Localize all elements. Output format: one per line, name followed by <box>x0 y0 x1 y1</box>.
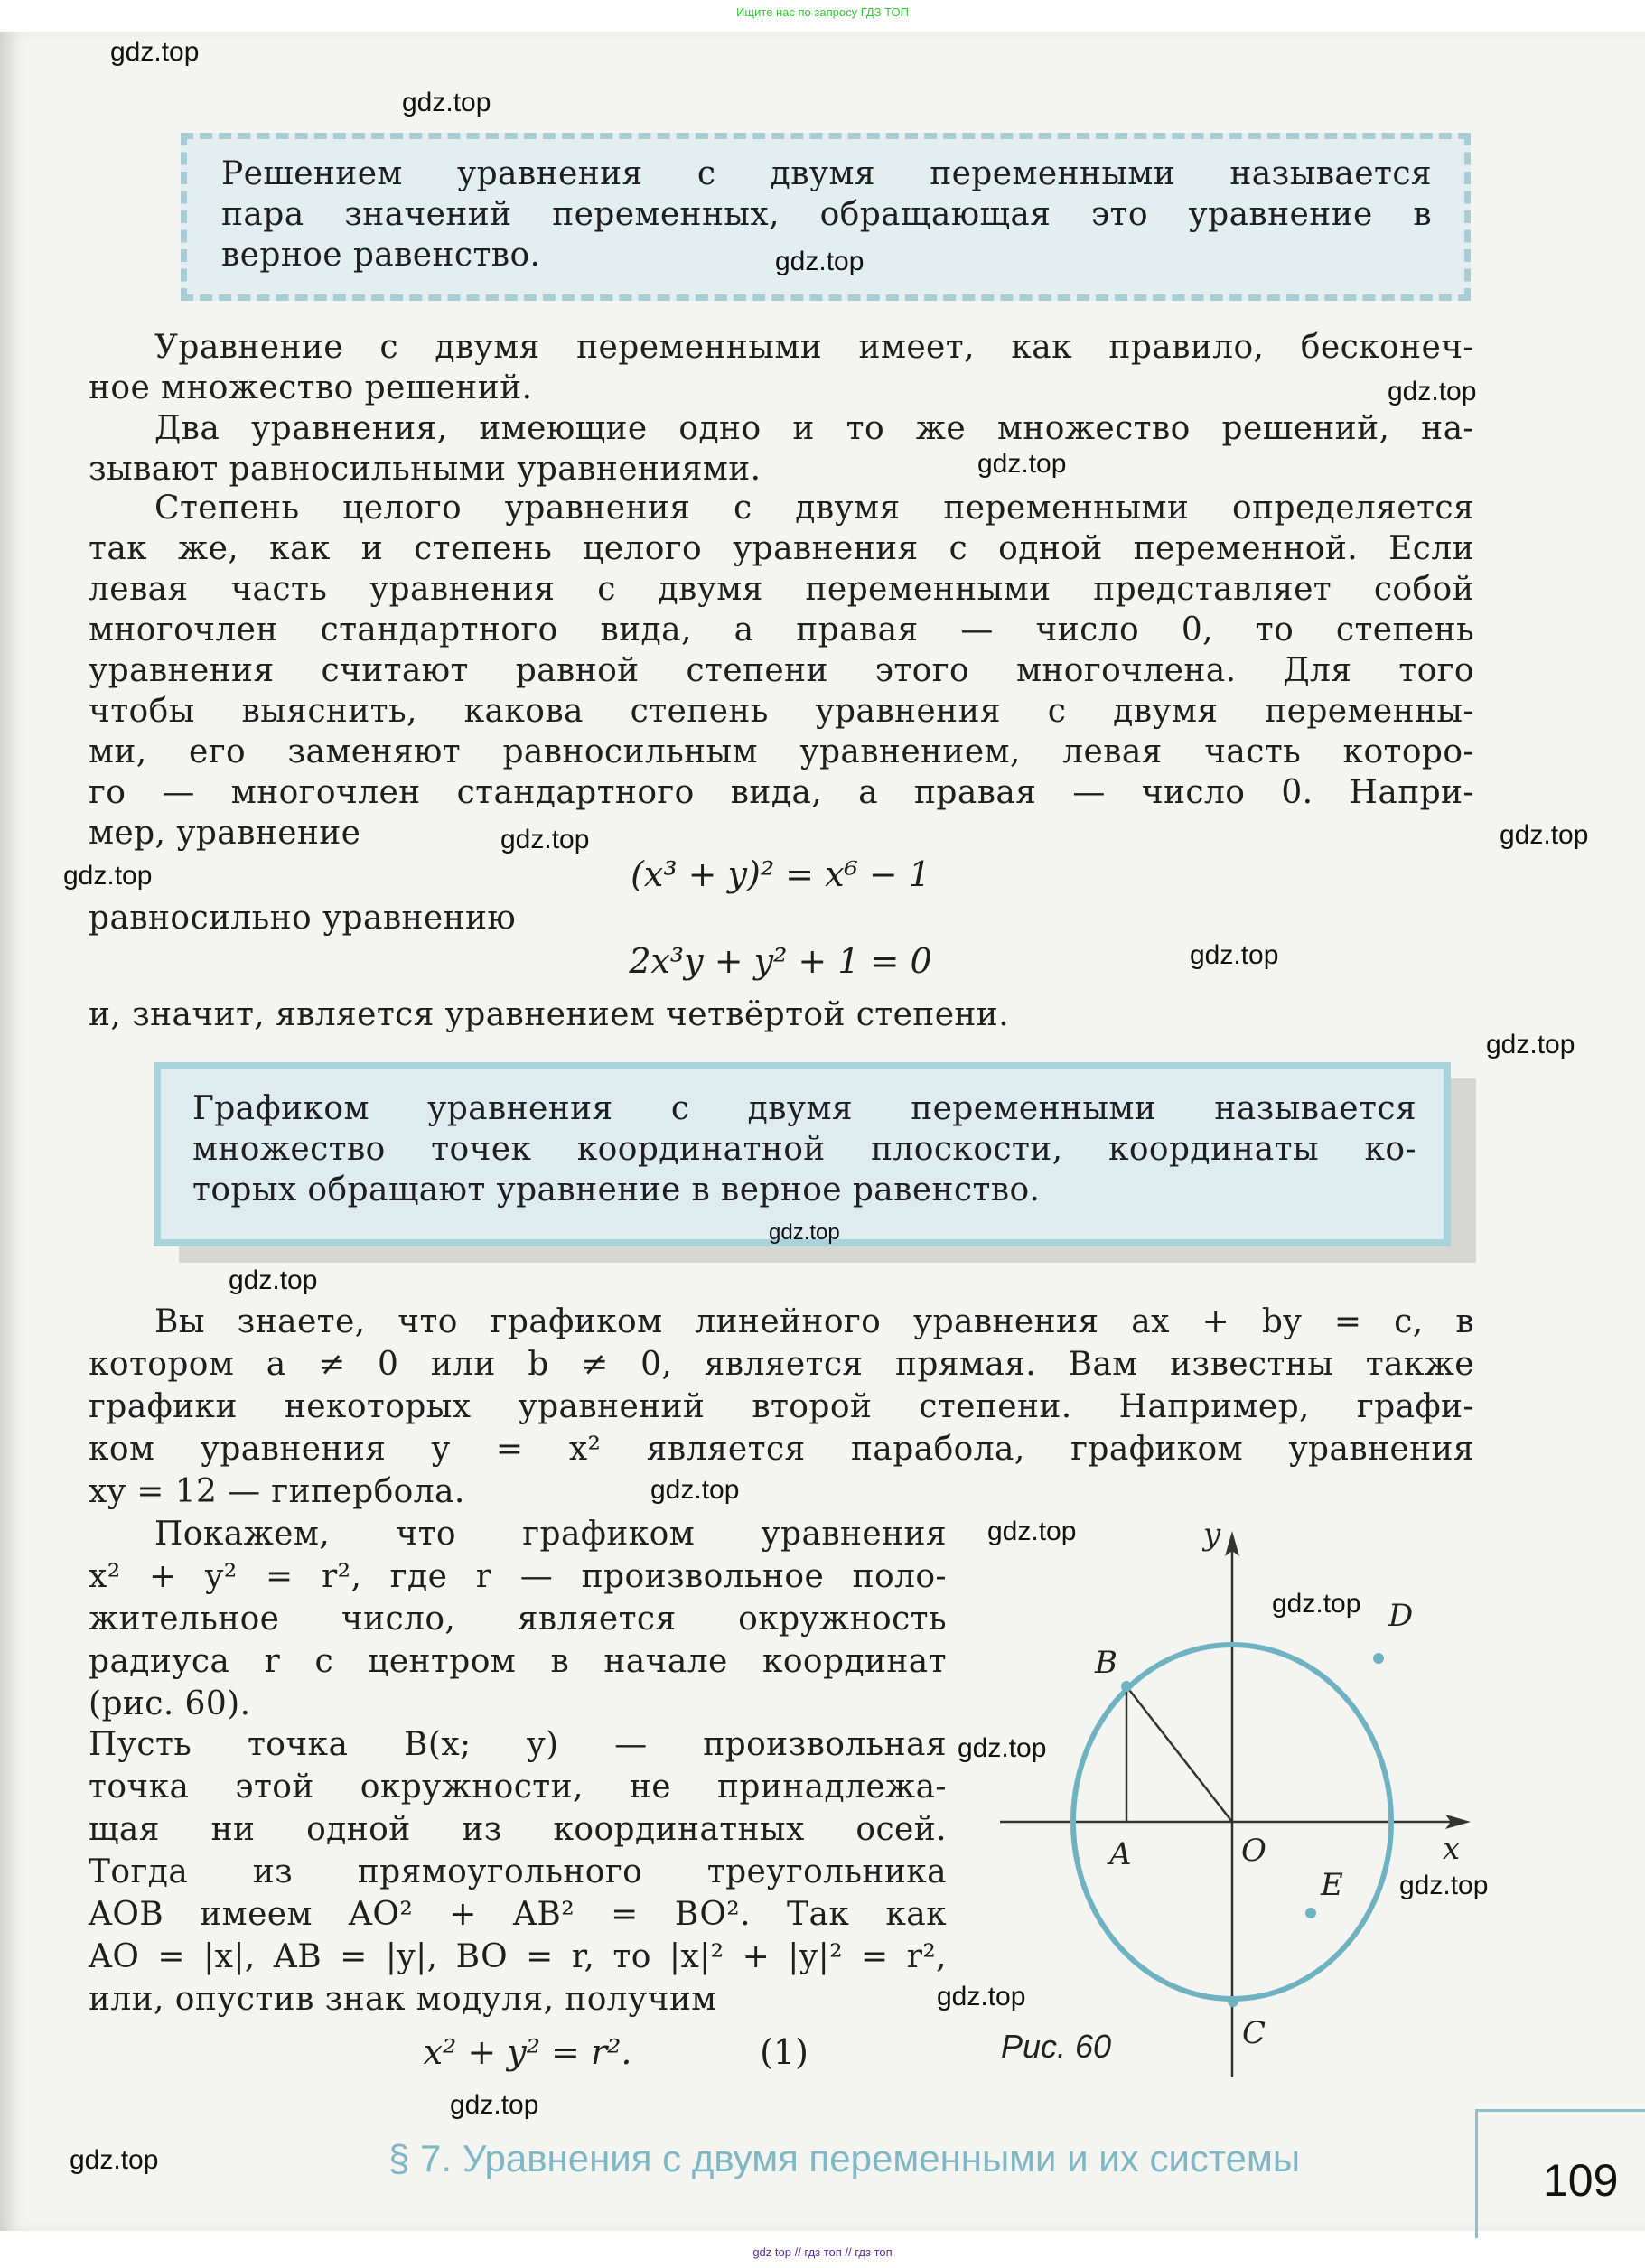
watermark: gdz.top <box>987 1517 1077 1546</box>
text-line: или, опустив знак модуля, получим <box>89 1981 717 2018</box>
text-line: пара значений переменных, обращающая это уравнение в <box>221 196 1432 233</box>
point-d <box>1373 1653 1384 1664</box>
text-line: графики некоторых уравнений второй степени. Например, графи- <box>89 1388 1474 1425</box>
watermark: gdz.top <box>110 37 200 67</box>
text-line: Покажем, что графиком уравнения <box>154 1516 947 1553</box>
point-c <box>1228 1996 1238 2007</box>
watermark: gdz.top <box>1399 1871 1489 1900</box>
text-line: Графиком уравнения с двумя переменными называется <box>192 1090 1416 1127</box>
text-line: уравнения считают равной степени этого многочлена. Для того <box>89 652 1474 689</box>
text-line: ми, его заменяют равносильным уравнением, левая часть которо- <box>89 733 1474 770</box>
text-line: многочлен стандартного вида, а правая — число 0, то степень <box>89 611 1474 649</box>
watermark: gdz.top <box>1190 940 1279 970</box>
point-b <box>1121 1681 1132 1692</box>
text-line: так же, как и степень целого уравнения с одной переменной. Если <box>89 530 1474 567</box>
label-y: y <box>1203 1517 1221 1553</box>
text-line: и, значит, является уравнением четвёртой степени. <box>89 996 1010 1033</box>
text-line: го — многочлен стандартного вида, а правая — число 0. Напри- <box>89 774 1474 811</box>
watermark: gdz.top <box>1388 377 1477 406</box>
label-c: C <box>1242 2015 1266 2051</box>
text-line: AO = |x|, AB = |y|, BO = r, то |x|² + |y|² = r², <box>89 1938 947 1975</box>
text-line: зывают равносильными уравнениями. <box>89 451 762 488</box>
watermark: gdz.top <box>1500 820 1589 850</box>
text-line: Тогда из прямоугольного треугольника <box>89 1853 947 1890</box>
page-number: 109 <box>1543 2155 1619 2206</box>
text-line: левая часть уравнения с двумя переменными представляет собой <box>89 571 1474 608</box>
watermark: gdz.top <box>977 449 1067 479</box>
watermark: gdz.top <box>63 861 153 891</box>
text-line: котором a ≠ 0 или b ≠ 0, является прямая. Вам известны также <box>89 1346 1474 1383</box>
formula-circle: x² + y² = r². <box>423 2032 632 2072</box>
text-line: ное множество решений. <box>89 369 533 406</box>
formula-number: (1) <box>760 2032 808 2072</box>
text-line: торых обращают уравнение в верное равенство. <box>192 1171 1041 1209</box>
text-line: радиуса r с центром в начале координат <box>89 1643 947 1680</box>
label-d: D <box>1388 1598 1414 1634</box>
watermark: gdz.top <box>937 1982 1026 2011</box>
label-a: A <box>1109 1836 1132 1872</box>
label-b: B <box>1095 1645 1117 1681</box>
chapter-footer: § 7. Уравнения с двумя переменными и их системы <box>388 2137 1301 2179</box>
text-line: мер, уравнение <box>89 815 361 852</box>
label-o: O <box>1241 1833 1266 1869</box>
watermark: gdz.top <box>1486 1030 1575 1059</box>
watermark: gdz.top <box>402 88 491 117</box>
top-banner: Ищите нас по запросу ГДЗ ТОП <box>736 5 909 19</box>
text-line: ком уравнения y = x² является парабола, графиком уравнения <box>89 1431 1474 1468</box>
text-line: точка этой окружности, не принадлежа- <box>89 1769 947 1806</box>
text-line: Два уравнения, имеющие одно и то же множество решений, на- <box>154 410 1474 447</box>
watermark: gdz.top <box>958 1733 1047 1763</box>
text-line: жительное число, является окружность <box>89 1601 947 1638</box>
watermark: gdz.top <box>500 825 590 854</box>
text-line: Вы знаете, что графиком линейного уравнения ax + by = c, в <box>154 1303 1474 1340</box>
watermark: gdz.top <box>229 1265 318 1295</box>
text-line: Пусть точка B(x; y) — произвольная <box>89 1726 947 1763</box>
watermark: gdz.top <box>769 1220 840 1245</box>
segment-bo <box>1126 1686 1232 1822</box>
text-line: чтобы выяснить, какова степень уравнения с двумя переменны- <box>89 693 1474 730</box>
text-line: Степень целого уравнения с двумя переменными определяется <box>154 490 1474 527</box>
text-line: верное равенство. <box>221 237 541 274</box>
text-line: Уравнение с двумя переменными имеет, как правило, бесконеч- <box>154 329 1474 366</box>
point-e <box>1305 1908 1316 1918</box>
text-line: равносильно уравнению <box>89 900 517 937</box>
watermark: gdz.top <box>775 247 865 276</box>
text-line: Решением уравнения с двумя переменными называется <box>221 155 1432 192</box>
text-line: x² + y² = r², где r — произвольное поло- <box>89 1558 947 1595</box>
text-line: xy = 12 — гипербола. <box>89 1473 465 1510</box>
formula-example: (x³ + y)² = x⁶ − 1 <box>631 854 930 894</box>
formula-equivalent: 2x³y + y² + 1 = 0 <box>629 941 932 981</box>
watermark: gdz.top <box>650 1475 740 1505</box>
label-x: x <box>1443 1831 1461 1867</box>
text-line: (рис. 60). <box>89 1685 251 1722</box>
text-line: щая ни одной из координатных осей. <box>89 1811 947 1848</box>
bottom-banner: gdz top // гдз топ // гдз топ <box>752 2245 893 2259</box>
text-line: AOB имеем AO² + AB² = BO². Так как <box>89 1896 947 1933</box>
watermark: gdz.top <box>1272 1589 1361 1619</box>
watermark: gdz.top <box>70 2145 159 2175</box>
text-line: множество точек координатной плоскости, координаты ко- <box>192 1131 1416 1168</box>
watermark: gdz.top <box>450 2090 539 2120</box>
label-e: E <box>1321 1867 1343 1903</box>
figure-caption: Рис. 60 <box>1001 2028 1112 2065</box>
